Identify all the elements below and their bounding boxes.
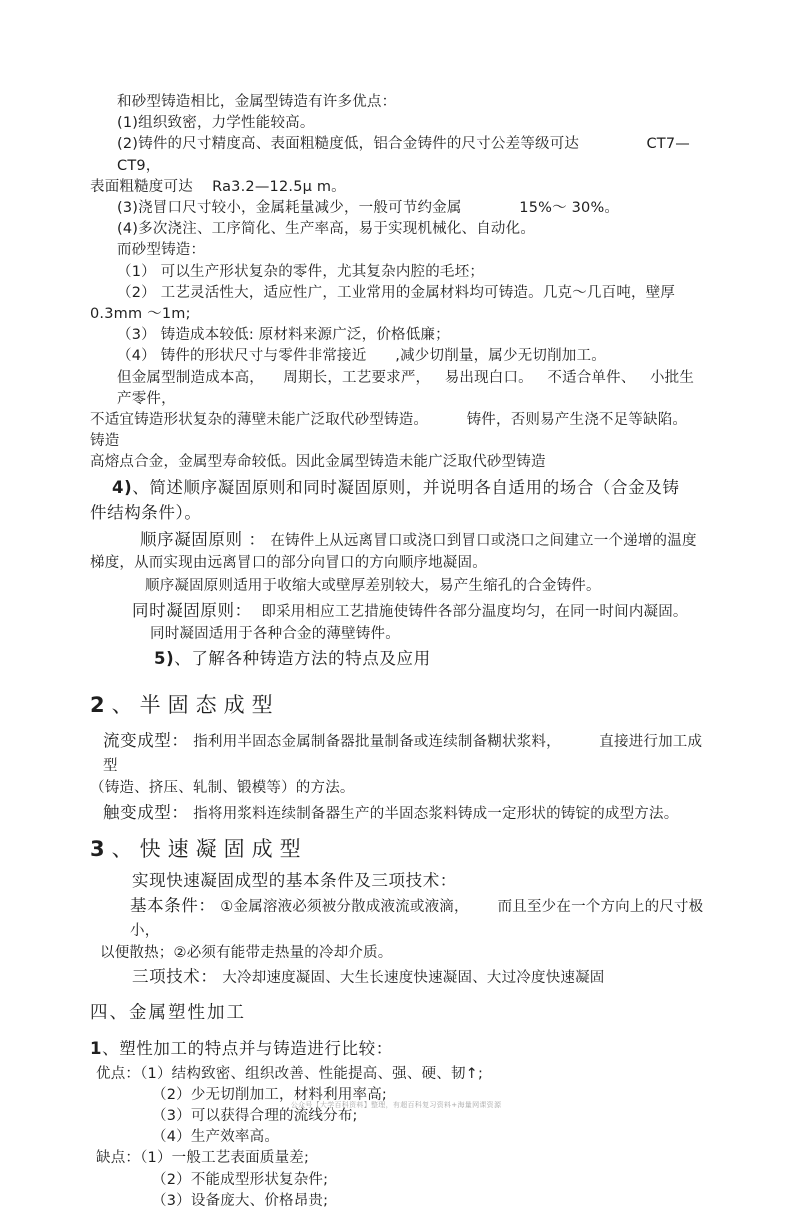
text-line	[90, 688, 708, 725]
text-line	[90, 1064, 708, 1085]
text-segment: 、半固态成型	[111, 693, 280, 718]
text-segment: (2)铸件的尺寸精度高、表面粗糙度低，铝合金铸件的尺寸公差等级可达	[117, 136, 580, 153]
text-segment: 表面粗糙度可达 Ra3.2—12.5μ m。	[90, 178, 346, 195]
text-line	[90, 801, 708, 826]
text-line	[90, 410, 708, 452]
text-line	[90, 528, 708, 553]
text-line	[90, 832, 708, 869]
text-line	[90, 262, 708, 283]
text-segment: 优点：（1）结构致密、组织改善、性能提高、强、硬、韧↑;	[96, 1065, 484, 1082]
document-body	[90, 92, 708, 1212]
text-segment	[264, 370, 283, 386]
text-line	[90, 1148, 708, 1169]
text-segment: 指利用半固态金属制备器批量制备或连续制备糊状浆料，	[188, 734, 561, 751]
text-segment: 15%～ 30%。	[519, 200, 620, 217]
text-line	[90, 943, 708, 964]
text-line	[90, 1170, 708, 1191]
text-segment: 但金属型制造成本高，	[117, 369, 264, 386]
text-segment: 指将用浆料连续制备器生产的半固态浆料铸成一定形状的铸锭的成型方法。	[188, 806, 679, 823]
text-segment: 顺序凝固原则 ：	[140, 529, 266, 549]
text-segment: 5)	[154, 649, 175, 669]
text-line	[90, 346, 708, 367]
text-segment: 3	[90, 837, 112, 862]
text-segment: (1)组织致密，力学性能较高。	[117, 115, 315, 132]
text-line	[90, 553, 708, 574]
text-segment: 而砂型铸造：	[117, 242, 206, 259]
text-segment: 0.3mm ～1m;	[90, 306, 191, 323]
text-segment	[469, 899, 498, 915]
text-segment: 以便散热；②必须有能带走热量的冷却介质。	[100, 945, 393, 962]
text-segment: 4)	[112, 477, 133, 497]
text-line	[90, 1037, 708, 1062]
text-line	[90, 1127, 708, 1148]
text-segment: 、简述顺序凝固原则和同时凝固原则，并说明各自适用的场合（合金及铸	[132, 477, 680, 497]
text-segment: CT7—CT9，	[117, 136, 690, 174]
text-segment: （3）可以获得合理的流线分布;	[152, 1108, 358, 1125]
text-segment: 而且至少在一个方向上的尺寸极小，	[130, 899, 704, 940]
text-segment: （1） 可以生产形状复杂的零件，尤其复杂内腔的毛坯；	[117, 263, 485, 280]
text-segment: 实现快速凝固成型的基本条件及三项技术：	[132, 871, 457, 891]
text-segment	[687, 412, 706, 428]
text-line	[90, 647, 708, 672]
text-segment: 周期长，工艺要求严，	[283, 369, 431, 386]
text-line	[90, 998, 708, 1029]
text-segment	[561, 734, 599, 750]
text-line	[90, 869, 708, 894]
text-segment: 即采用相应工艺措施使铸件各部分温度均匀，在同一时间内凝固。	[251, 604, 688, 621]
text-segment: （4） 铸件的形状尺寸与零件非常接近	[117, 348, 367, 365]
text-line	[90, 894, 708, 943]
footer-watermark: 公众号【大学百科资料】整理，有超百科复习资料+海量网课资源	[290, 1101, 502, 1109]
text-line	[90, 113, 708, 134]
text-segment: 同时凝固原则：	[132, 601, 252, 621]
text-line	[90, 729, 708, 778]
text-segment: （2）少无切削加工，材料利用率高;	[152, 1086, 388, 1103]
text-segment: ,减少切削量，属少无切削加工。	[395, 348, 606, 365]
text-segment: 和砂型铸造相比，金属型铸造有许多优点：	[117, 94, 397, 110]
text-segment: 触变成型：	[103, 803, 189, 823]
text-line	[90, 599, 708, 624]
text-segment: (4)多次浇注、工序简化、生产率高，易于实现机械化、自动化。	[117, 221, 536, 238]
text-line	[90, 476, 708, 501]
text-segment: 1	[90, 1038, 103, 1058]
text-segment: 、塑性加工的特点并与铸造进行比较：	[102, 1038, 393, 1058]
text-line	[90, 1191, 708, 1212]
text-segment: （2）不能成型形状复杂件;	[152, 1171, 329, 1188]
text-segment: 直接进行加工成型	[103, 734, 703, 775]
text-line	[90, 501, 708, 526]
text-segment	[579, 136, 646, 152]
text-line	[90, 219, 708, 240]
text-line	[90, 283, 708, 304]
text-segment: （2） 工艺灵活性大，适应性广，工业常用的金属材料均可铸造。几克～几百吨，壁厚	[117, 284, 676, 301]
text-segment: ①金属溶液必须被分散成液流或液滴，	[215, 899, 469, 916]
text-segment: 在铸件上从远离冒口或浇口到冒口或浇口之间建立一个递增的温度	[265, 532, 697, 549]
text-line	[90, 624, 708, 645]
text-segment: 同时凝固适用于各种合金的薄壁铸件。	[150, 626, 400, 643]
text-line	[90, 778, 708, 799]
text-segment	[462, 200, 520, 216]
text-segment: 铸造	[90, 433, 120, 450]
text-segment: 缺点：（1）一般工艺表面质量差;	[96, 1150, 310, 1167]
text-segment: 顺序凝固原则适用于收缩大或壁厚差别较大，易产生缩孔的合金铸件。	[145, 577, 601, 594]
text-segment: 铸件，否则易产生浇不足等缺陷。	[466, 412, 688, 429]
text-line	[90, 965, 708, 990]
text-segment: 流变成型：	[103, 731, 189, 751]
text-segment: 基本条件：	[130, 896, 216, 916]
text-segment	[636, 370, 650, 386]
text-line	[90, 134, 708, 176]
text-line	[90, 368, 708, 410]
text-line	[90, 198, 708, 219]
text-segment	[428, 412, 466, 428]
text-line	[90, 92, 708, 113]
text-segment: 件结构条件）。	[90, 502, 202, 522]
text-segment: 、快速凝固成型	[111, 837, 308, 862]
text-line	[90, 177, 708, 198]
text-segment: 三项技术：	[132, 966, 218, 986]
text-segment: （3） 铸造成本较低: 原材料来源广泛，价格低廉；	[117, 327, 450, 344]
text-segment: 小批生产零件，	[117, 369, 695, 407]
text-line	[90, 240, 708, 261]
text-segment: 、了解各种铸造方法的特点及应用	[174, 649, 431, 669]
text-line	[90, 576, 708, 597]
text-segment: 梯度，从而实现由远离冒口的部分向冒口的方向顺序地凝固。	[90, 554, 487, 571]
text-segment: 2	[90, 693, 112, 718]
text-segment: 高熔点合金，金属型寿命较低。因此金属型铸造未能广泛取代砂型铸造	[90, 454, 546, 471]
text-segment: 四、金属塑性加工	[90, 1002, 246, 1023]
text-segment	[366, 348, 395, 364]
text-line	[90, 304, 708, 325]
text-segment	[533, 370, 547, 386]
text-segment: 不适合单件、	[547, 369, 636, 386]
text-line	[90, 325, 708, 346]
text-segment: 易出现白口。	[444, 369, 533, 386]
text-segment: (3)浇冒口尺寸较小，金属耗量减少，一般可节约金属	[117, 200, 462, 217]
text-segment: 不适宜铸造形状复杂的薄壁未能广泛取代砂型铸造。	[90, 412, 429, 429]
text-segment: （4）生产效率高。	[152, 1129, 280, 1146]
text-line	[90, 452, 708, 473]
text-segment	[430, 370, 444, 386]
text-segment: （3）设备庞大、价格昂贵;	[152, 1192, 329, 1209]
text-segment: 大冷却速度凝固、大生长速度快速凝固、大过冷度快速凝固	[217, 969, 605, 986]
text-segment: （铸造、挤压、轧制、锻模等）的方法。	[90, 780, 355, 797]
